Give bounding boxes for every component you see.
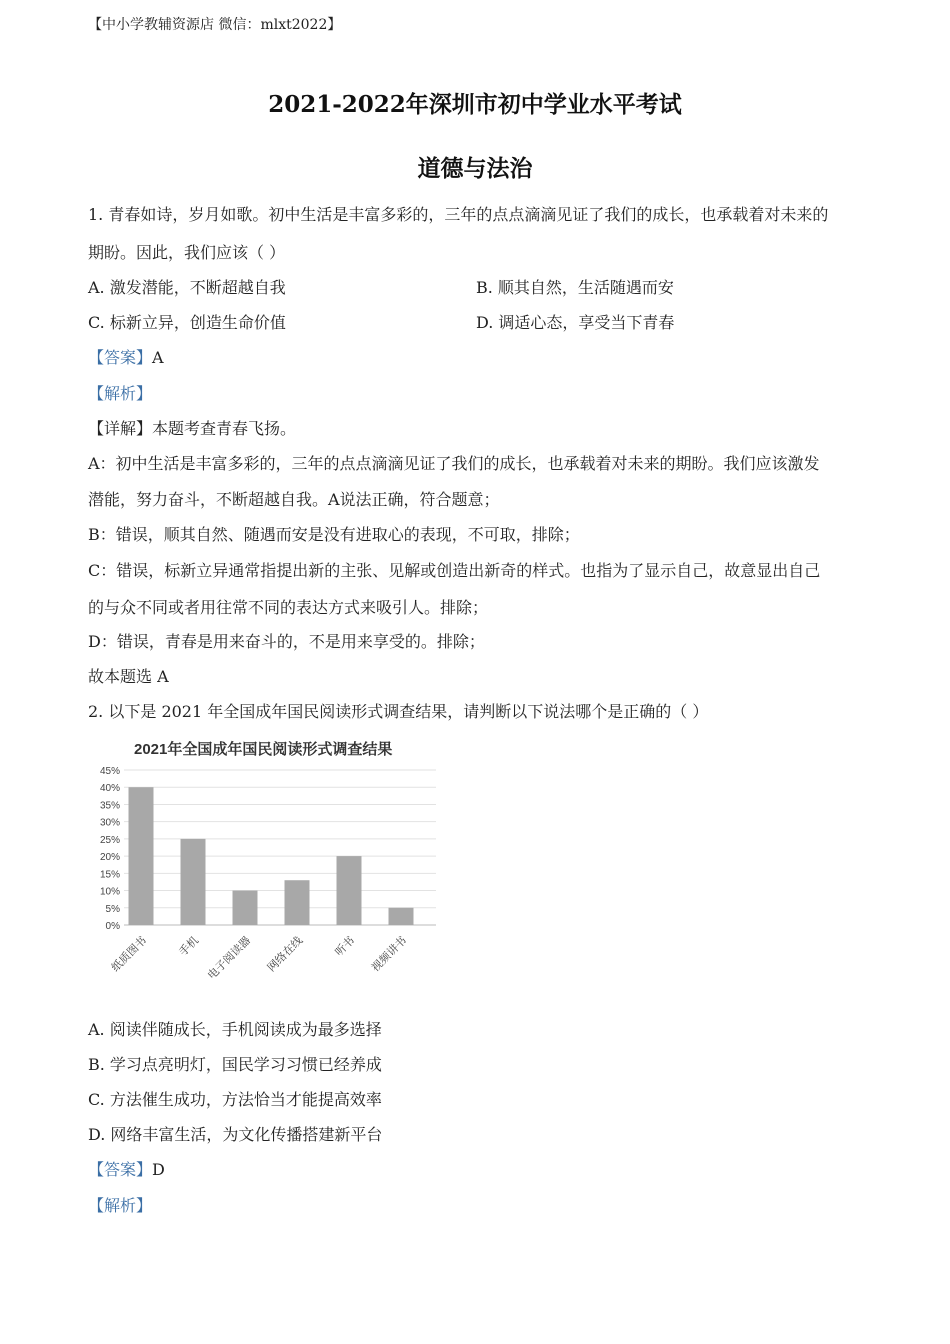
q1-answer [88,348,164,368]
q1-conclusion: 故本题选 A [88,667,169,686]
page-header: 【中小学教辅资源店 微信：mlxt2022】 [88,17,342,33]
q1-stem-line1: 1. 青春如诗，岁月如歌。初中生活是丰富多彩的，三年的点点滴滴见证了我们的成长，也承载着对未来的 [88,205,829,224]
q1-option-c: C. 标新立异，创造生命价值 [88,313,286,332]
q2-option-d: D. 网络丰富生活，为文化传播搭建新平台 [88,1125,383,1144]
y-tick-label: 20% [99,852,120,864]
x-tick-label: 视频讲书 [368,933,410,975]
x-tick-label: 网络在线 [264,933,306,975]
y-tick-label: 15% [99,869,120,881]
page-title: 2021-2022年深圳市初中学业水平考试 [268,91,682,118]
q1-option-d: D. 调适心态，享受当下青春 [476,313,675,332]
q1-explain-line: B：错误，顺其自然、随遇而安是没有进取心的表现，不可取，排除； [88,525,580,544]
x-tick-label: 听书 [332,933,358,959]
y-tick-label: 45% [99,766,120,777]
y-tick-label: 30% [99,817,120,829]
bar [285,880,310,925]
q1-analysis-tag: 【解析】 [88,384,153,403]
q2-option-b: B. 学习点亮明灯，国民学习习惯已经养成 [88,1055,382,1074]
q1-explain-line: A：初中生活是丰富多彩的，三年的点点滴滴见证了我们的成长，也承载着对未来的期盼。我们应该激发 [88,454,820,473]
q1-option-b: B. 顺其自然，生活随遇而安 [476,278,674,297]
answer-value: A [152,348,164,367]
q2-answer [88,1160,165,1180]
answer-value: D [152,1160,165,1179]
q2-stem: 2. 以下是 2021 年全国成年国民阅读形式调查结果，请判断以下说法哪个是正确的（ ） [88,702,709,721]
chart-title: 2021年全国成年国民阅读形式调查结果 [134,741,393,758]
y-tick-label: 10% [99,886,120,898]
q1-option-a: A. 激发潜能，不断超越自我 [88,278,286,297]
q1-detail: 【详解】本题考查青春飞扬。 [88,419,297,438]
q1-explain-line: 潜能，努力奋斗，不断超越自我。A说法正确，符合题意； [88,490,500,509]
q2-option-c: C. 方法催生成功，方法恰当才能提高效率 [88,1090,382,1109]
x-tick-label: 电子阅读器 [205,933,254,983]
bar [337,856,362,925]
y-tick-label: 35% [99,800,120,812]
reading-survey-bar-chart [96,732,446,992]
y-tick-label: 0% [105,921,120,932]
answer-tag: 【答案】 [88,1160,153,1179]
q1-stem-line2: 期盼。因此，我们应该（ ） [88,243,286,262]
bar [181,839,206,925]
q1-explain-line: C：错误，标新立异通常指提出新的主张、见解或创造出新奇的样式。也指为了显示自己，故意显出自己 [88,561,821,580]
q1-explain-line: 的与众不同或者用往常不同的表达方式来吸引人。排除； [88,598,489,617]
bar [233,891,258,925]
q2-analysis-tag: 【解析】 [88,1196,153,1215]
q1-explain-line: D：错误，青春是用来奋斗的，不是用来享受的。排除； [88,632,485,651]
x-tick-label: 手机 [176,933,202,959]
y-tick-label: 25% [99,834,120,846]
bar [129,787,154,925]
y-tick-label: 40% [99,783,120,795]
answer-tag: 【答案】 [88,348,153,367]
x-tick-label: 纸质图书 [108,933,150,975]
page-subtitle: 道德与法治 [417,155,533,182]
bar [389,908,414,925]
y-tick-label: 5% [105,903,120,915]
q2-option-a: A. 阅读伴随成长，手机阅读成为最多选择 [88,1020,382,1039]
